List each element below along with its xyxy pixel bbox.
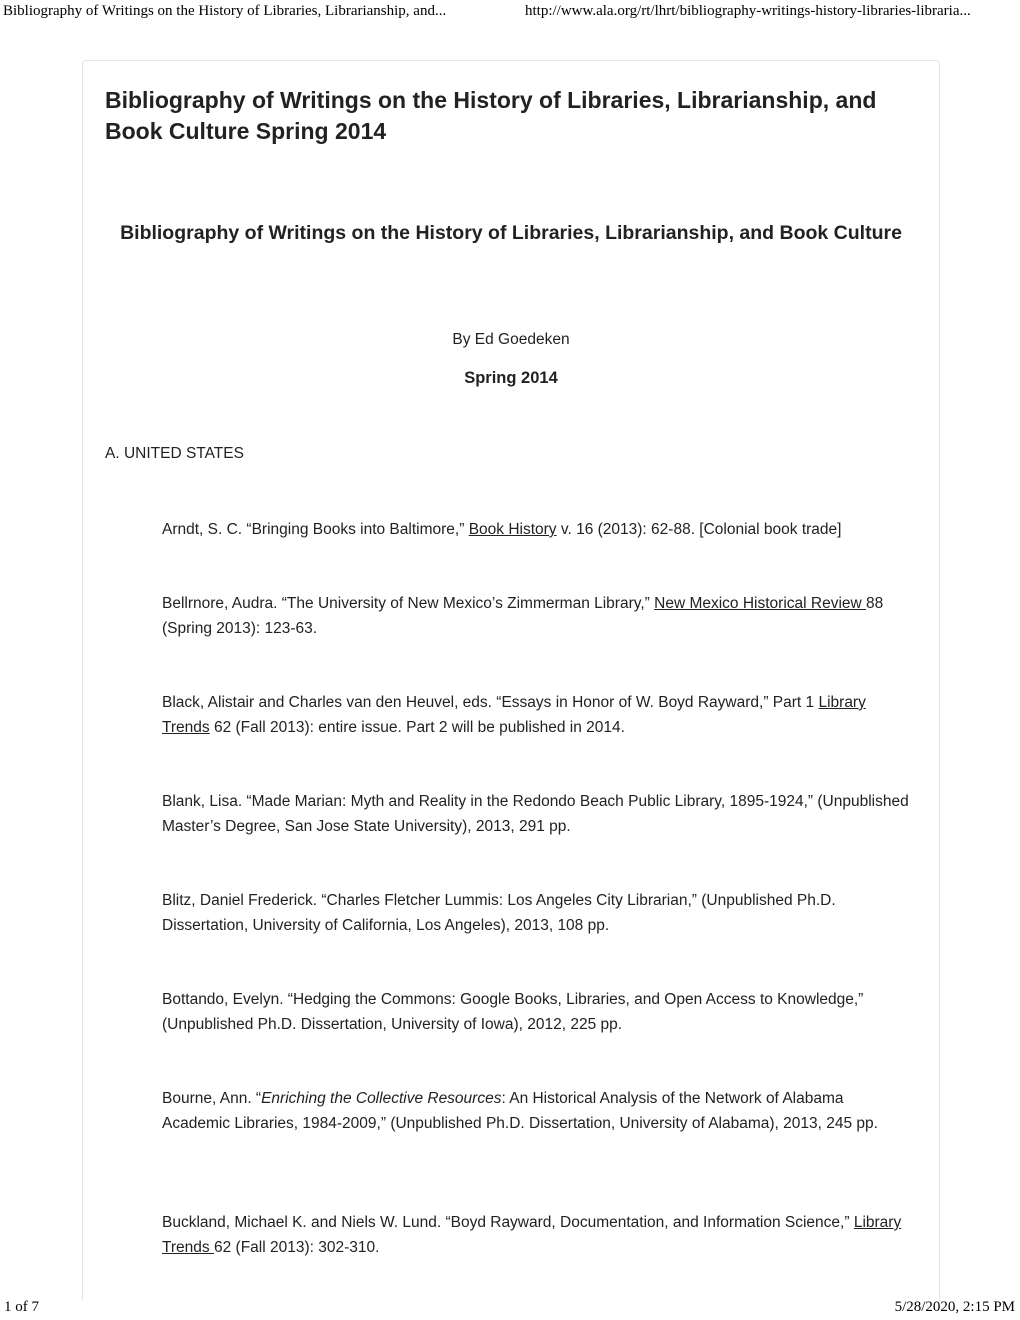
journal-title: Book History: [468, 521, 557, 538]
bibliography-entry: Blitz, Daniel Frederick. “Charles Fletcher Lummis: Los Angeles City Librarian,” (Unpublished Ph.D. Dissertation, University of California, Los Angeles), 2013, 108 pp.: [162, 892, 836, 934]
bibliography-entry: Bourne, Ann. “Enriching the Collective Resources: An Historical Analysis of the Network of Alabama Academic Libraries, 1984-2009,” (Unpublished Ph.D. Dissertation, University of Alabama), 2013, 245 pp.: [162, 1090, 878, 1132]
document-heading: Bibliography of Writings on the History of Libraries, Librarianship, and Book Culture: [120, 222, 902, 244]
bibliography-entry: Black, Alistair and Charles van den Heuvel, eds. “Essays in Honor of W. Boyd Rayward,” Part 1 Library Trends 62 (Fall 2013): entire issue. Part 2 will be published in 2014.: [162, 694, 866, 736]
bibliography-entry: Blank, Lisa. “Made Marian: Myth and Reality in the Redondo Beach Public Library, 1895-1924,” (Unpublished Master’s Degree, San Jose State University), 2013, 291 pp.: [162, 793, 909, 835]
print-datetime: 5/28/2020, 2:15 PM: [894, 1299, 1015, 1315]
italic-title: Enriching the Collective Resources: [261, 1090, 502, 1107]
print-header-url: http://www.ala.org/rt/lhrt/bibliography-writings-history-libraries-libraria...: [525, 3, 971, 19]
page-number: 1 of 7: [4, 1299, 39, 1315]
article-card: [82, 60, 940, 1301]
journal-title: New Mexico Historical Review: [654, 595, 867, 612]
section-heading: A. UNITED STATES: [105, 445, 244, 462]
author-byline: By Ed Goedeken: [452, 331, 570, 348]
page-title: Bibliography of Writings on the History of Libraries, Librarianship, and Book Culture Spring 2014: [105, 87, 877, 144]
bibliography-entry: Arndt, S. C. “Bringing Books into Baltimore,” Book History v. 16 (2013): 62-88. [Colonial book trade]: [162, 521, 842, 538]
print-footer: [0, 1299, 1020, 1319]
bibliography-entry: Bellrnore, Audra. “The University of New Mexico’s Zimmerman Library,” New Mexico Historical Review 88 (Spring 2013): 123-63.: [162, 595, 884, 637]
print-header-title: Bibliography of Writings on the History of Libraries, Librarianship, and...: [3, 3, 447, 19]
print-header: [0, 0, 1020, 24]
journal-title: Library Trends: [162, 694, 866, 736]
bibliography-entry: Buckland, Michael K. and Niels W. Lund. “Boyd Rayward, Documentation, and Information Science,” Library Trends 62 (Fall 2013): 302-310.: [162, 1214, 902, 1256]
journal-title: Library Trends: [162, 1214, 902, 1256]
issue-season: Spring 2014: [464, 369, 558, 387]
bibliography-entry: Bottando, Evelyn. “Hedging the Commons: Google Books, Libraries, and Open Access to Knowledge,” (Unpublished Ph.D. Dissertation, University of Iowa), 2012, 225 pp.: [162, 991, 864, 1033]
